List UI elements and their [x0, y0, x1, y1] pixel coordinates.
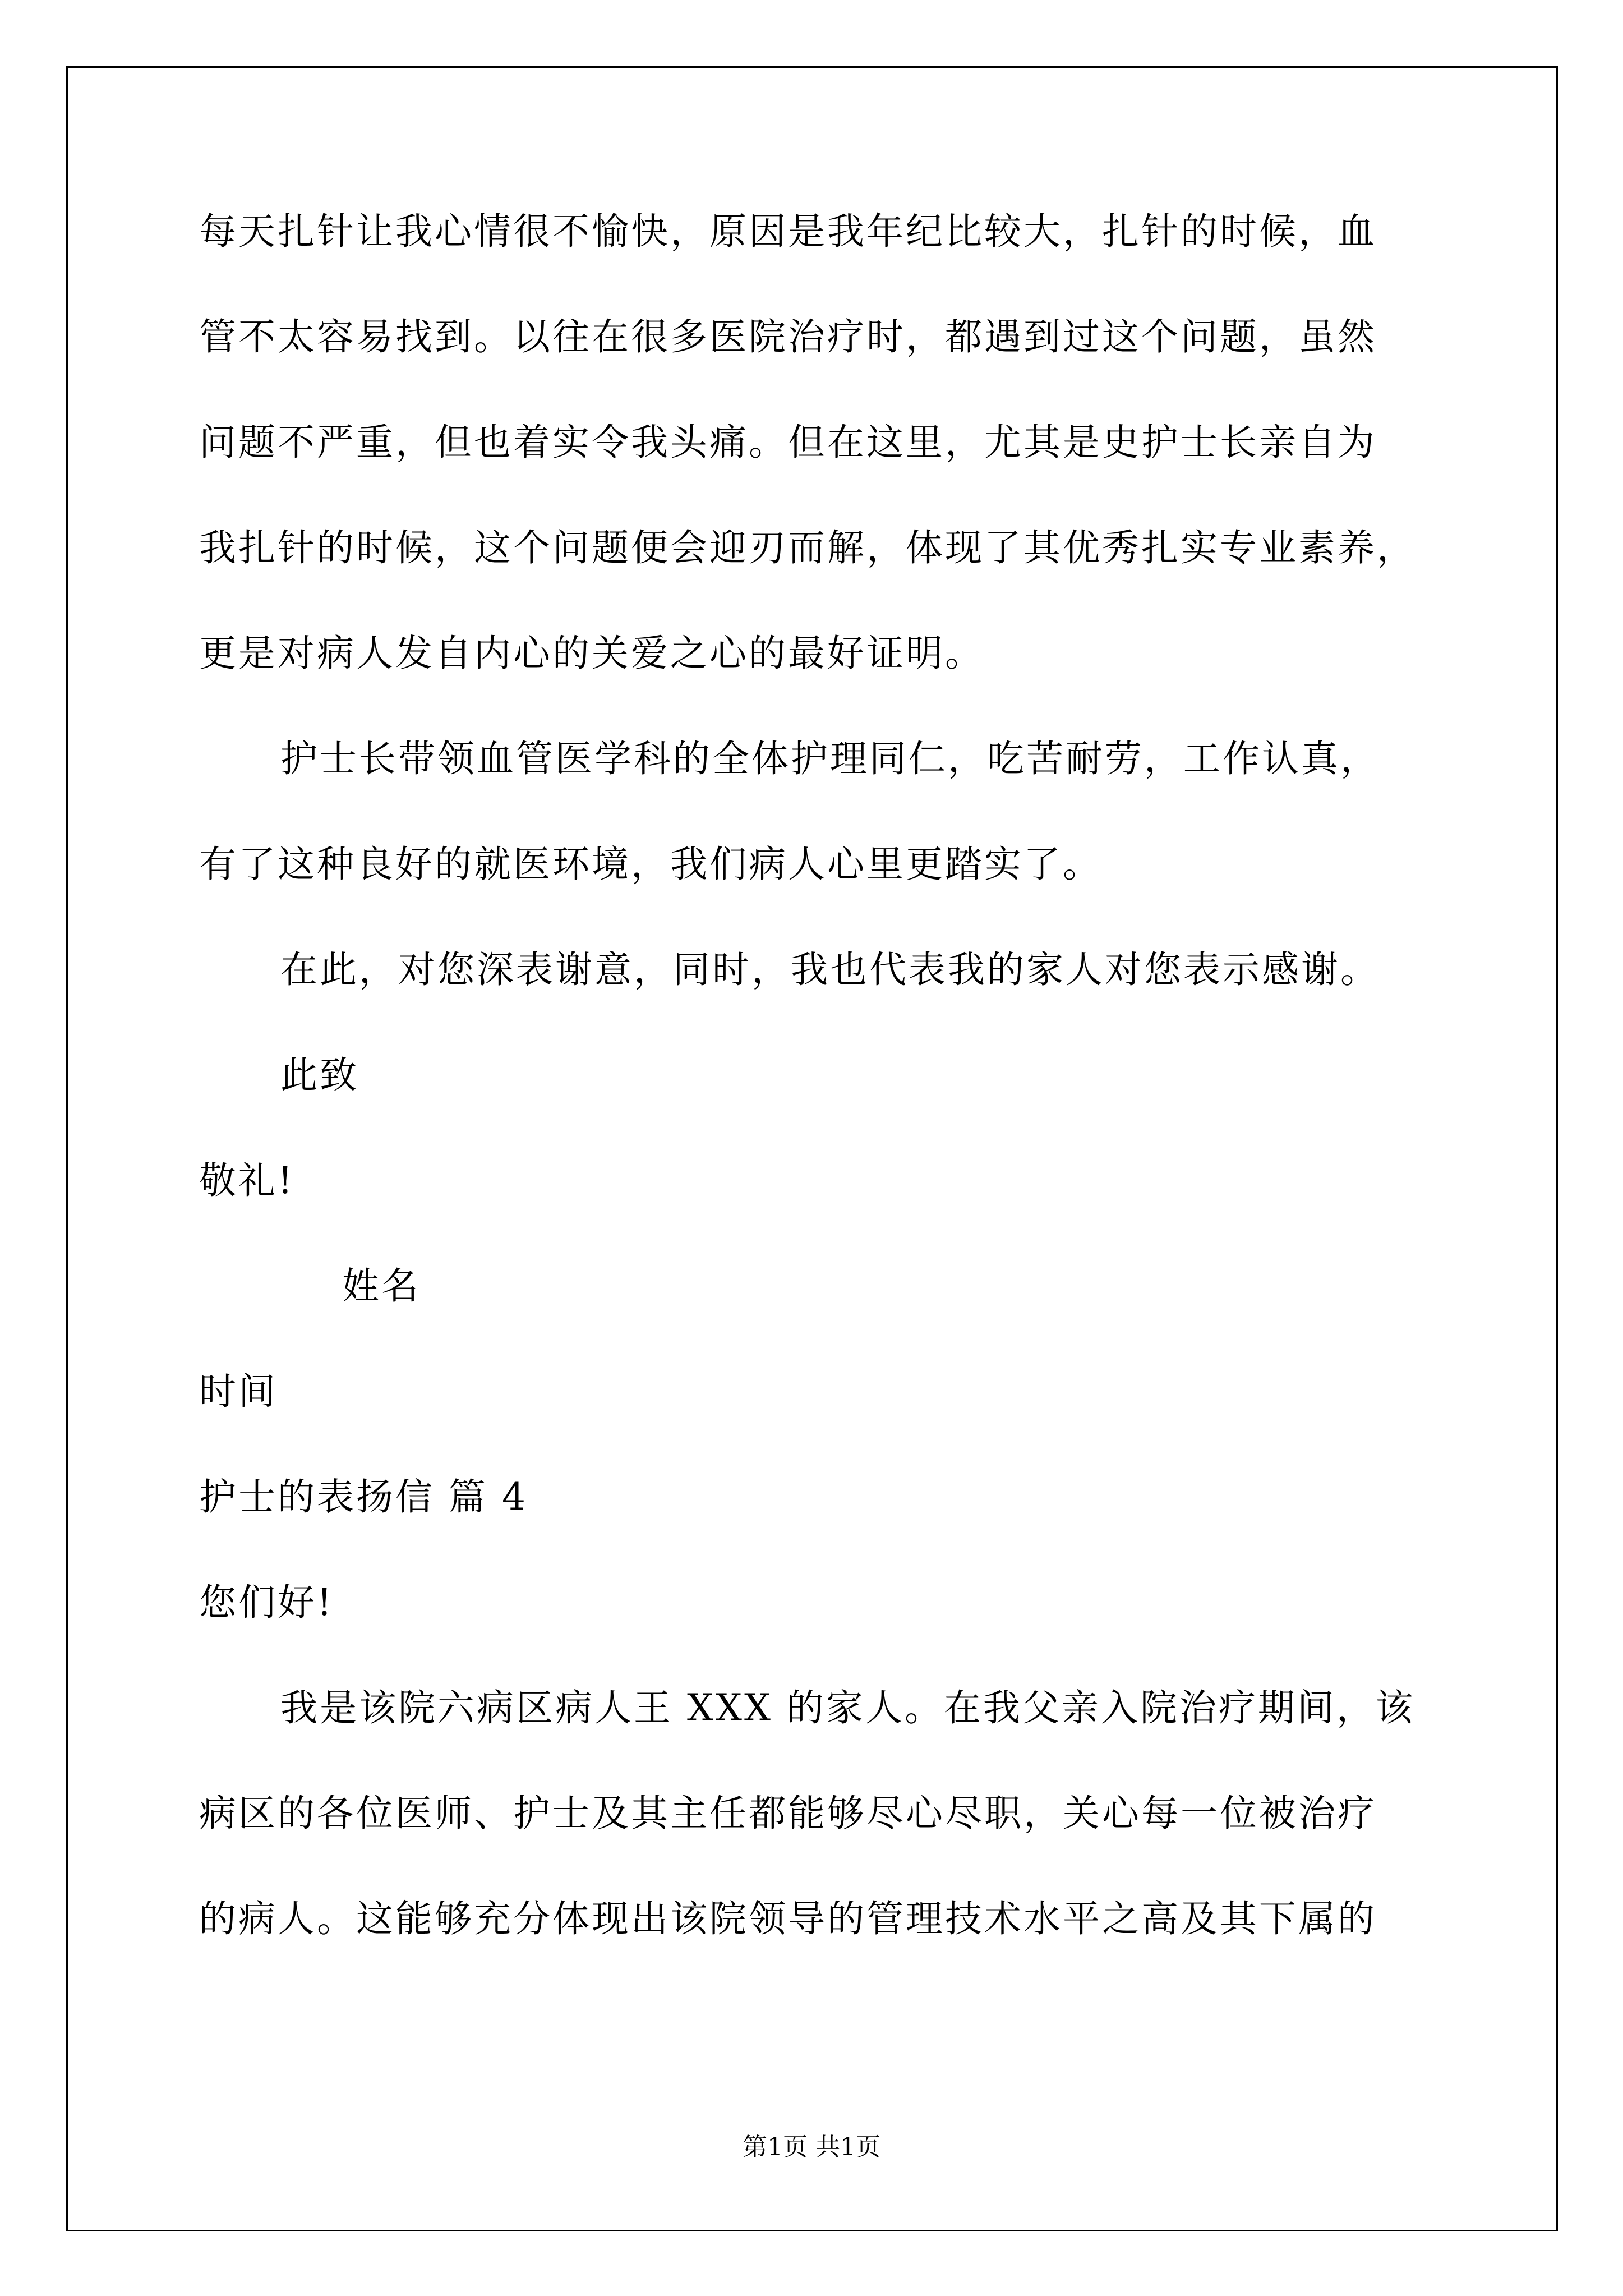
text-line: 每天扎针让我心情很不愉快，原因是我年纪比较大，扎针的时候，血 [199, 210, 1377, 253]
page-footer: 第1页 共1页 [743, 2133, 880, 2161]
text-line: 更是对病人发自内心的关爱之心的最好证明。 [199, 632, 984, 675]
signature-date: 时间 [199, 1370, 278, 1413]
text-line: 我扎针的时候，这个问题便会迎刃而解，体现了其优秀扎实专业素养， [199, 526, 1416, 569]
greeting: 您们好! [199, 1581, 334, 1624]
text-line: 问题不严重，但也着实令我头痛。但在这里，尤其是史护士长亲自为 [199, 421, 1377, 464]
text-line: 护士长带领血管医学科的全体护理同仁，吃苦耐劳，工作认真， [280, 737, 1380, 780]
text-line: 我是该院六病区病人王 XXX 的家人。在我父亲入院治疗期间，该 [280, 1686, 1415, 1729]
document-body [199, 210, 1433, 2006]
text-line: 有了这种良好的就医环境，我们病人心里更踏实了。 [199, 843, 1102, 886]
section-title: 护士的表扬信 篇 4 [199, 1475, 528, 1519]
salutation-regards: 敬礼! [199, 1159, 295, 1202]
text-line: 在此，对您深表谢意，同时，我也代表我的家人对您表示感谢。 [280, 948, 1380, 991]
signature-name: 姓名 [342, 1264, 421, 1308]
closing-phrase: 此致 [280, 1053, 359, 1097]
text-line: 病区的各位医师、护士及其主任都能够尽心尽职，关心每一位被治疗 [199, 1792, 1377, 1835]
text-line: 管不太容易找到。以往在很多医院治疗时，都遇到过这个问题，虽然 [199, 315, 1377, 358]
text-line: 的病人。这能够充分体现出该院领导的管理技术水平之高及其下属的 [199, 1897, 1377, 1940]
